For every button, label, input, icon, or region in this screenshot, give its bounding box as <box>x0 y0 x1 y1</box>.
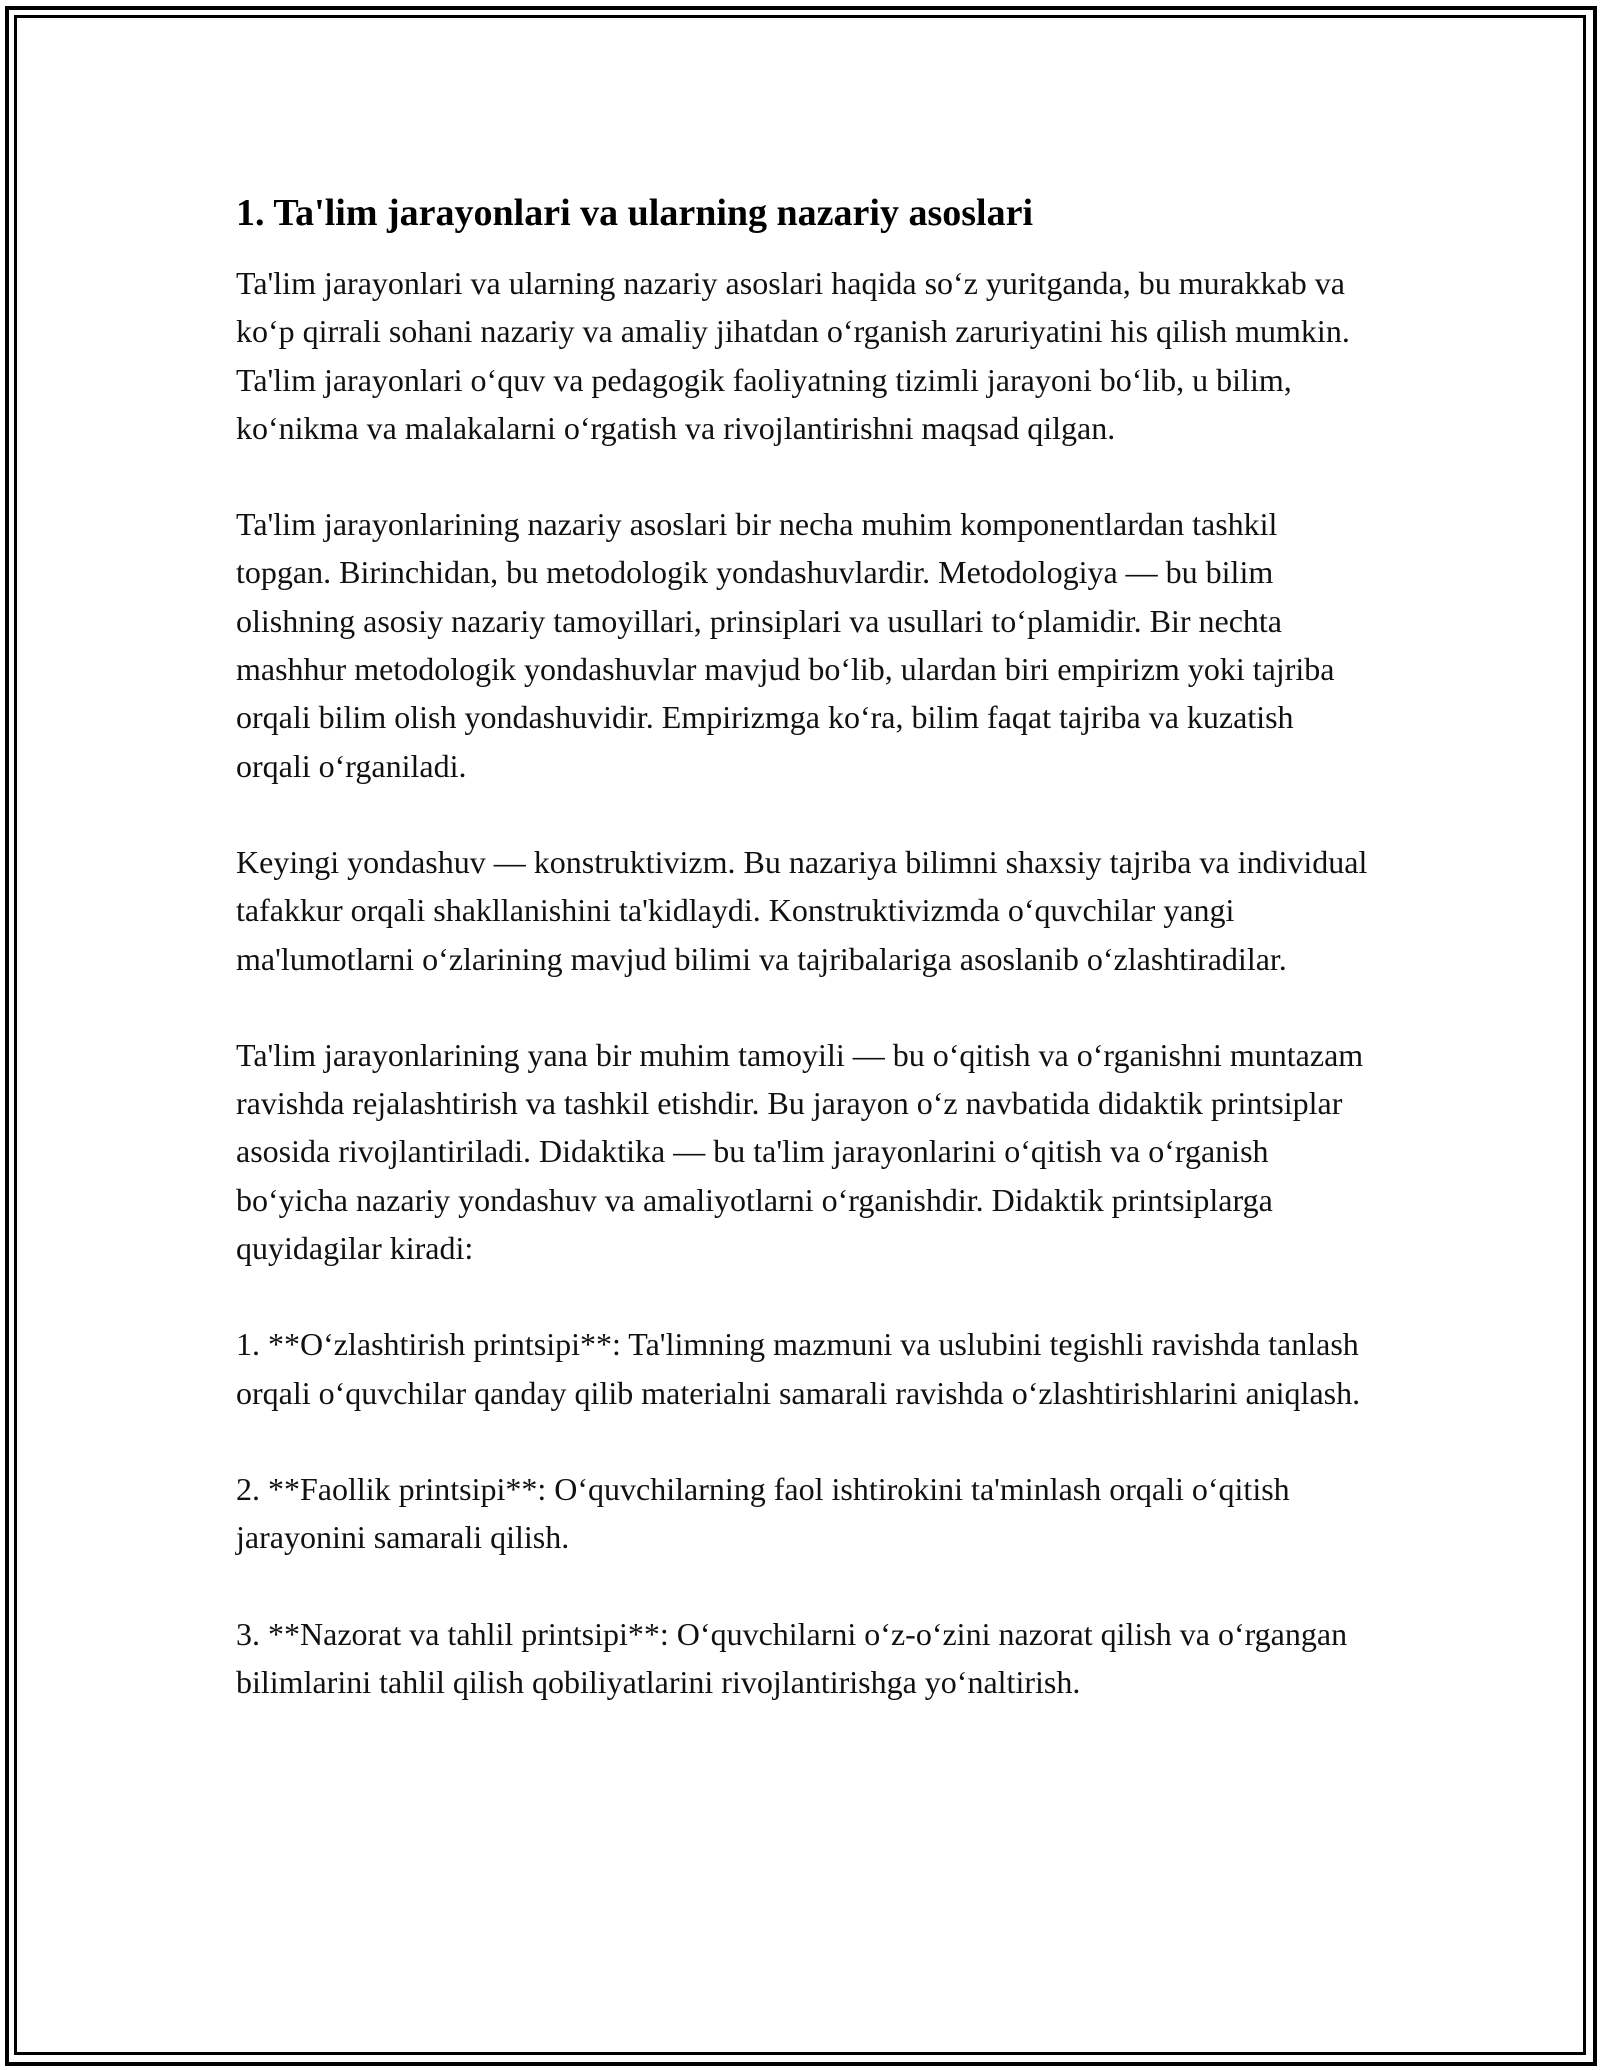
list-item-principle-3: 3. **Nazorat va tahlil printsipi**: O‘quvchilarni o‘z-o‘zini nazorat qilish va o‘rgangan bilimlarini tahlil qilish qobiliyatlarini rivojlantirishga yo‘naltirish. <box>236 1615 1348 1700</box>
list-item-principle-1: 1. **O‘zlashtirish printsipi**: Ta'limning mazmuni va uslubini tegishli ravishda tanlash orqali o‘quvchilar qanday qilib materialni samarali ravishda o‘zlashtirishlarini aniqlash. <box>236 1326 1361 1411</box>
document-body <box>236 183 1376 1706</box>
paragraph-constructivism: Keyingi yondashuv — konstruktivizm. Bu nazariya bilimni shaxsiy tajriba va individual tafakkur orqali shakllanishini ta'kidlaydi. Konstruktivizmda o‘quvchilar yangi ma'lumotlarni o‘zlarining mavjud bilimi va tajribalariga asoslanib o‘zlashtiradilar. <box>236 843 1368 977</box>
list-item-principle-2: 2. **Faollik printsipi**: O‘quvchilarning faol ishtirokini ta'minlash orqali o‘qitish jarayonini samarali qilish. <box>236 1470 1290 1556</box>
paragraph-methodology: Ta'lim jarayonlarining nazariy asoslari bir necha muhim komponentlardan tashkil topgan. Birinchidan, bu metodologik yondashuvlardir. Metodologiya — bu bilim olishning asosiy nazariy tamoyillari, prinsiplari va usullari to‘plamidir. Bir nechta mashhur metodologik yondashuvlar mavjud bo‘lib, ulardan biri empirizm yoki tajriba orqali bilim olish yondashuvidir. Empirizmga ko‘ra, bilim faqat tajriba va kuzatish orqali o‘rganiladi. <box>236 506 1335 784</box>
paragraph-didactics: Ta'lim jarayonlarining yana bir muhim tamoyili — bu o‘qitish va o‘rganishni muntazam ravishda rejalashtirish va tashkil etishdir. Bu jarayon o‘z navbatida didaktik printsiplar asosida rivojlantiriladi. Didaktika — bu ta'lim jarayonlarini o‘qitish va o‘rganish bo‘yicha nazariy yondashuv va amaliyotlarni o‘rganishdir. Didaktik printsiplarga quyidagilar kiradi: <box>236 1036 1364 1267</box>
paragraph-intro: Ta'lim jarayonlari va ularning nazariy asoslari haqida so‘z yuritganda, bu murakkab va ko‘p qirrali sohani nazariy va amaliy jihatdan o‘rganish zaruriyatini his qilish mumkin. Ta'lim jarayonlari o‘quv va pedagogik faoliyatning tizimli jarayoni bo‘lib, u bilim, ko‘nikma va malakalarni o‘rgatish va rivojlantirishni maqsad qilgan. <box>236 265 1350 446</box>
section-heading: 1. Ta'lim jarayonlari va ularning nazariy asoslari <box>236 192 1033 234</box>
